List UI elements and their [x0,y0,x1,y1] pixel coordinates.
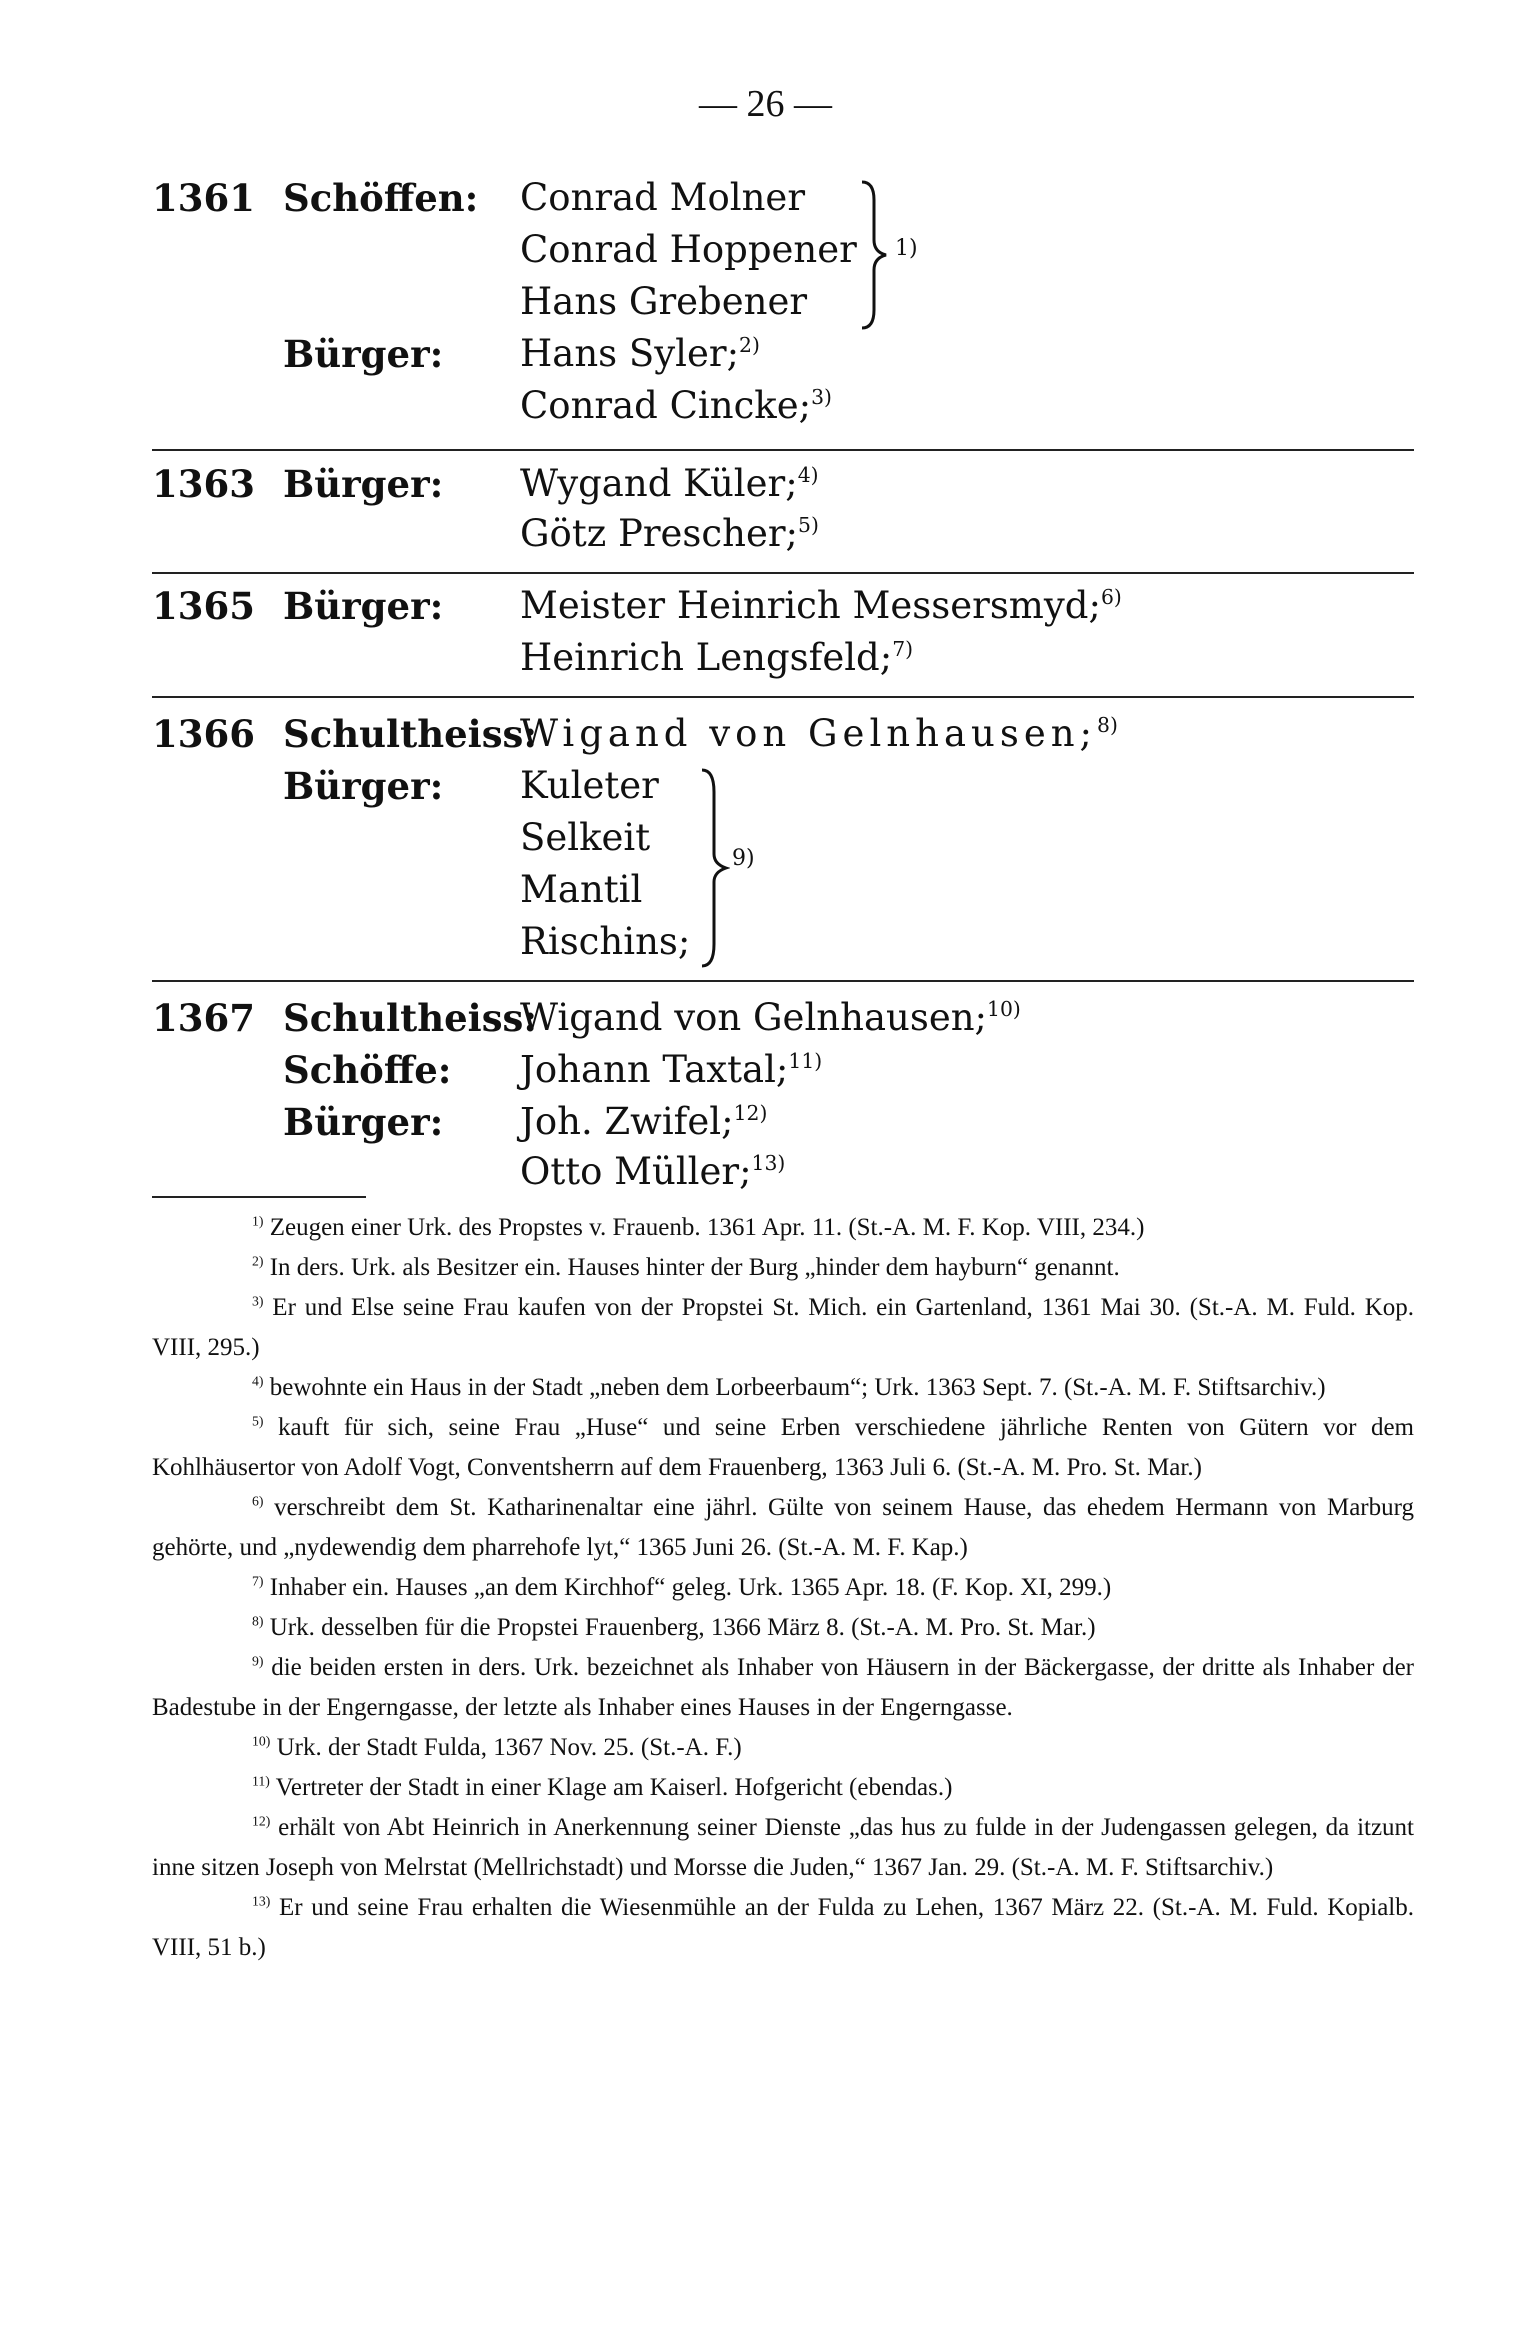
role-label: Schultheiss: [283,712,538,756]
person-name: Wigand von Gelnhausen;$^{10)}$ [520,996,1021,1039]
role-label: Bürger: [283,462,444,506]
footnote: $^{7)}$ Inhaber ein. Hauses „an dem Kirchhof“ geleg. Urk. 1365 Apr. 18. (F. Kop. XI, 299.) [252,1573,1112,1601]
role-label: Schultheiss: [283,996,538,1040]
person-name: Meister Heinrich Messersmyd;$^{6)}$ [520,584,1122,627]
role-label: Bürger: [283,332,444,376]
footnote: $^{12)}$ erhält von Abt Heinrich in Anerkennung seiner Dienste „das hus zu fulde in der Judengassen gelegen, da itzunt inne sitzen Joseph von Melrstat (Mellrichstadt) und Morsse die Juden,“ 1367 Jan. 29. (St.-A. M. F. Stiftsarchiv.) [152,1813,1414,1881]
footnote: $^{11)}$ Vertreter der Stadt in einer Klage am Kaiserl. Hofgericht (ebendas.) [252,1773,953,1801]
person-name: Kuleter [520,764,659,807]
brace-note: 1) [895,236,918,261]
person-name: Wygand Küler;$^{4)}$ [520,462,819,505]
footnote: $^{6)}$ verschreibt dem St. Katharinenaltar eine jährl. Gülte von seinem Hause, das ehedem Hermann von Marburg gehörte, und „nydewendig dem pharrehofe lyt,“ 1365 Juni 26. (St.-A. M. F. Kap.) [152,1493,1415,1561]
footnote: $^{2)}$ In ders. Urk. als Besitzer ein. Hauses hinter der Burg „hinder dem hayburn“ genannt. [252,1253,1120,1281]
year-label: 1365 [152,584,255,628]
person-name: Wigand von Gelnhausen;$^{8)}$ [520,712,1118,755]
divider [152,572,1414,574]
footnote: $^{9)}$ die beiden ersten in ders. Urk. bezeichnet als Inhaber von Häusern in der Bäckergasse, der dritte als Inhaber der Badestube in der Engerngasse, der letzte als Inhaber eines Hauses in der Engerngasse. [152,1653,1414,1721]
curly-brace-icon [860,180,890,330]
role-label: Bürger: [283,584,444,628]
divider [152,449,1414,451]
person-name: Johann Taxtal;$^{11)}$ [520,1048,823,1091]
footnote: $^{5)}$ kauft für sich, seine Frau „Huse“ und seine Erben verschiedene jährliche Renten von Gütern vor dem Kohlhäusertor von Adolf Vogt, Conventsherrn auf dem Frauenberg, 1363 Juli 6. (St.-A. M. Pro. St. Mar.) [152,1413,1414,1481]
curly-brace-icon [700,768,730,968]
role-label: Schöffe: [283,1048,452,1092]
page-number: — 26 — [699,83,832,125]
person-name: Rischins; [520,920,691,963]
brace-note: 9) [732,846,755,871]
year-label: 1367 [152,996,255,1040]
person-name: Otto Müller;$^{13)}$ [520,1150,786,1193]
year-label: 1363 [152,462,255,506]
person-name: Mantil [520,868,643,911]
person-name: Hans Syler;$^{2)}$ [520,332,760,375]
person-name: Conrad Molner [520,176,806,219]
person-name: Joh. Zwifel;$^{12)}$ [520,1100,768,1143]
person-name: Conrad Hoppener [520,228,857,271]
person-name: Götz Prescher;$^{5)}$ [520,512,819,555]
person-name: Selkeit [520,816,651,859]
footnotes [152,1208,1414,1968]
footnote-divider [152,1196,366,1198]
footnote: $^{1)}$ Zeugen einer Urk. des Propstes v. Frauenb. 1361 Apr. 11. (St.-A. M. F. Kop. VIII, 234.) [252,1213,1145,1241]
year-label: 1361 [152,176,255,220]
person-name: Heinrich Lengsfeld;$^{7)}$ [520,636,914,679]
role-label: Bürger: [283,1100,444,1144]
footnote: $^{8)}$ Urk. desselben für die Propstei Frauenberg, 1366 März 8. (St.-A. M. Pro. St. Mar.) [252,1613,1096,1641]
role-label: Schöffen: [283,176,479,220]
person-name: Hans Grebener [520,280,808,323]
divider [152,696,1414,698]
footnote: $^{10)}$ Urk. der Stadt Fulda, 1367 Nov. 25. (St.-A. F.) [252,1733,742,1761]
year-label: 1366 [152,712,255,756]
footnote: $^{3)}$ Er und Else seine Frau kaufen von der Propstei St. Mich. ein Gartenland, 1361 Mai 30. (St.-A. M. Fuld. Kop. VIII, 295.) [152,1293,1414,1361]
role-label: Bürger: [283,764,444,808]
person-name: Conrad Cincke;$^{3)}$ [520,384,832,427]
footnote: $^{4)}$ bewohnte ein Haus in der Stadt „neben dem Lorbeerbaum“; Urk. 1363 Sept. 7. (St.-A. M. F. Stiftsarchiv.) [252,1373,1326,1401]
divider [152,980,1414,982]
footnote: $^{13)}$ Er und seine Frau erhalten die Wiesenmühle an der Fulda zu Lehen, 1367 März 22. (St.-A. M. Fuld. Kopialb. VIII, 51 b.) [152,1893,1414,1961]
